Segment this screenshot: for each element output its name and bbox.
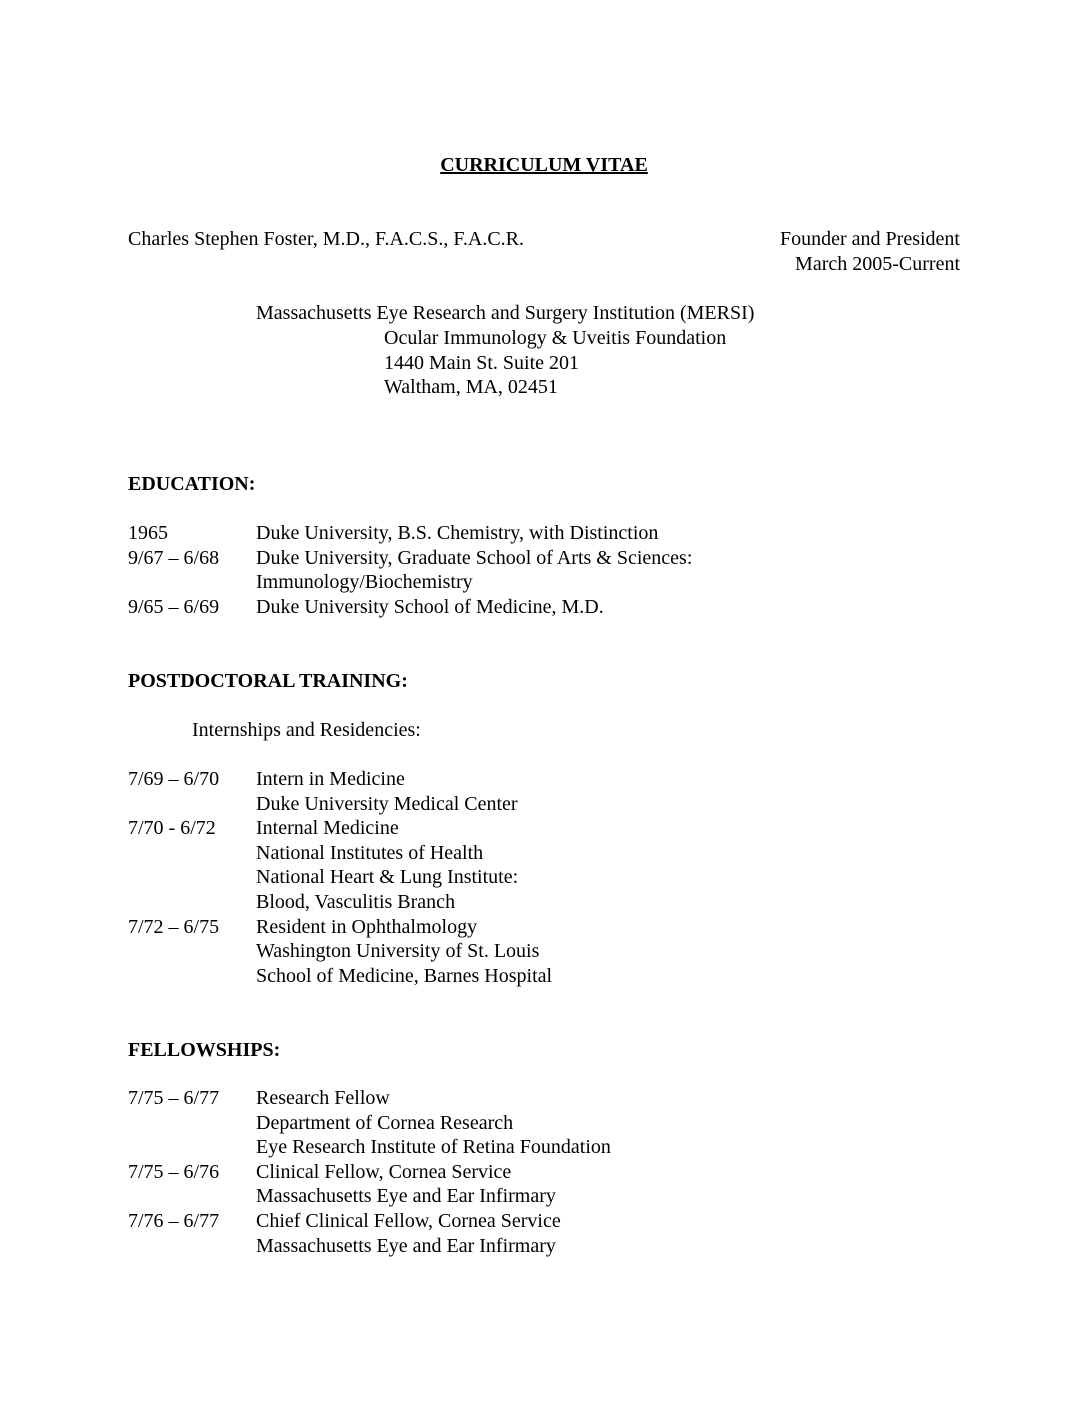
- person-name: Charles Stephen Foster, M.D., F.A.C.S., F.A.C.R.: [128, 228, 525, 250]
- institution-name: Massachusetts Eye Research and Surgery Institution (MERSI): [256, 302, 755, 324]
- list-item: [128, 1209, 611, 1258]
- entry-description: [256, 1160, 556, 1209]
- list-item: [128, 521, 692, 546]
- entry-description: [256, 1086, 611, 1160]
- entry-line: Research Fellow: [256, 1087, 390, 1109]
- entry-line: School of Medicine, Barnes Hospital: [256, 964, 553, 987]
- entry-description: [256, 1209, 561, 1258]
- entry-line: Resident in Ophthalmology: [256, 915, 478, 938]
- fellowships-heading: FELLOWSHIPS:: [128, 1039, 281, 1061]
- role-dates: March 2005-Current: [795, 252, 960, 275]
- entry-description: [256, 521, 658, 546]
- entry-line: Duke University Medical Center: [256, 792, 518, 815]
- entry-line: Massachusetts Eye and Ear Infirmary: [256, 1234, 556, 1257]
- entry-date: 7/70 - 6/72: [128, 817, 216, 840]
- address-line: 1440 Main St. Suite 201: [384, 351, 580, 374]
- entry-description: [256, 546, 692, 595]
- entry-line: Chief Clinical Fellow, Cornea Service: [256, 1209, 561, 1232]
- education-list: [128, 521, 692, 619]
- document-title: CURRICULUM VITAE: [440, 154, 648, 176]
- entry-date: 7/72 – 6/75: [128, 915, 220, 938]
- address-line: Ocular Immunology & Uveitis Foundation: [384, 327, 727, 349]
- entry-line: Eye Research Institute of Retina Foundation: [256, 1136, 611, 1159]
- entry-date: 7/75 – 6/77: [128, 1087, 220, 1109]
- postdoctoral-list: [128, 767, 552, 988]
- entry-line: Duke University, Graduate School of Arts & Sciences:: [256, 546, 693, 569]
- fellowships-list: [128, 1086, 611, 1258]
- entry-description: [256, 816, 518, 914]
- list-item: [128, 816, 552, 914]
- entry-line: Internal Medicine: [256, 817, 399, 840]
- entry-line: Intern in Medicine: [256, 768, 405, 790]
- entry-date: 1965: [128, 522, 168, 544]
- entry-line: Washington University of St. Louis: [256, 940, 540, 963]
- list-item: [128, 546, 692, 595]
- entry-line: National Heart & Lung Institute:: [256, 866, 519, 889]
- entry-line: National Institutes of Health: [256, 841, 484, 864]
- entry-description: [256, 915, 552, 989]
- entry-description: [256, 595, 604, 620]
- entry-description: [256, 767, 518, 816]
- entry-line: Duke University, B.S. Chemistry, with Distinction: [256, 522, 659, 544]
- entry-line: Duke University School of Medicine, M.D.: [256, 595, 604, 618]
- list-item: [128, 595, 692, 620]
- education-heading: EDUCATION:: [128, 473, 256, 495]
- internships-subheading: Internships and Residencies:: [192, 719, 421, 741]
- list-item: [128, 1160, 611, 1209]
- entry-line: Massachusetts Eye and Ear Infirmary: [256, 1185, 556, 1208]
- list-item: [128, 1086, 611, 1160]
- entry-date: 7/75 – 6/76: [128, 1160, 220, 1183]
- list-item: [128, 915, 552, 989]
- postdoctoral-heading: POSTDOCTORAL TRAINING:: [128, 670, 408, 692]
- entry-date: 7/69 – 6/70: [128, 768, 220, 790]
- entry-line: Blood, Vasculitis Branch: [256, 890, 456, 913]
- role-title: Founder and President: [780, 228, 960, 250]
- list-item: [128, 767, 552, 816]
- entry-date: 9/65 – 6/69: [128, 595, 220, 618]
- address-line: Waltham, MA, 02451: [384, 376, 558, 399]
- entry-line: Immunology/Biochemistry: [256, 571, 473, 594]
- entry-line: Department of Cornea Research: [256, 1111, 514, 1134]
- entry-date: 9/67 – 6/68: [128, 546, 220, 569]
- entry-line: Clinical Fellow, Cornea Service: [256, 1160, 512, 1183]
- role-block: [780, 227, 960, 276]
- address-block: [384, 326, 726, 400]
- entry-date: 7/76 – 6/77: [128, 1209, 220, 1232]
